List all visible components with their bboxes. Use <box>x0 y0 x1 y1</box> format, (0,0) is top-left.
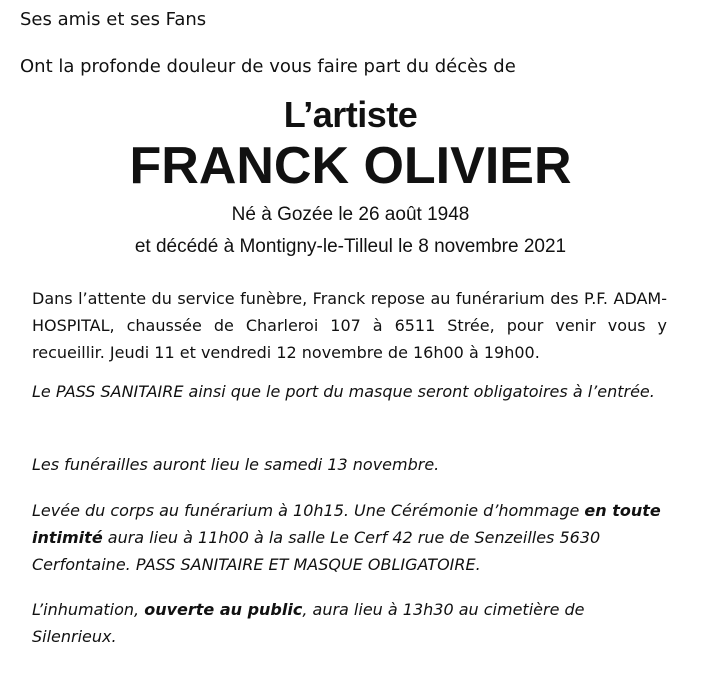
intro-line-1: Ses amis et ses Fans <box>20 9 207 30</box>
burial-text-a: L’inhumation, <box>32 600 145 619</box>
funeral-date-paragraph: Les funérailles auront lieu le samedi 13 novembre. <box>32 455 440 474</box>
ceremony-paragraph <box>32 497 667 578</box>
deceased-name: FRANCK OLIVIER <box>129 137 572 195</box>
ceremony-text-b: aura lieu à 11h00 à la salle Le Cerf 42 rue de Senzeilles 5630 Cerfontaine. PASS SANITAIRE ET MASQUE OBLIGATOIRE. <box>32 528 601 574</box>
burial-text-b: , aura lieu à 13h30 au cimetière de Silenrieux. <box>32 600 585 646</box>
birth-line: Né à Gozée le 26 août 1948 <box>231 204 470 225</box>
title-prefix: L’artiste <box>283 94 418 135</box>
intro-line-2: Ont la profonde douleur de vous faire part du décès de <box>20 56 516 77</box>
pass-sanitaire-paragraph: Le PASS SANITAIRE ainsi que le port du masque seront obligatoires à l’entrée. <box>32 382 655 401</box>
visitation-paragraph: Dans l’attente du service funèbre, Franck repose au funérarium des P.F. ADAM-HOSPITAL, chaussée de Charleroi 107 à 6511 Strée, pour venir vous y recueillir. Jeudi 11 et vendredi 12 novembre de 16h00 à 19h00. <box>32 289 667 362</box>
death-line: et décédé à Montigny-le-Tilleul le 8 novembre 2021 <box>134 236 567 257</box>
ceremony-emphasis: en toute intimité <box>32 501 661 547</box>
burial-emphasis: ouverte au public <box>144 600 303 619</box>
ceremony-text-a: Levée du corps au funérarium à 10h15. Une Cérémonie d’hommage <box>32 501 585 520</box>
burial-paragraph <box>32 596 667 650</box>
